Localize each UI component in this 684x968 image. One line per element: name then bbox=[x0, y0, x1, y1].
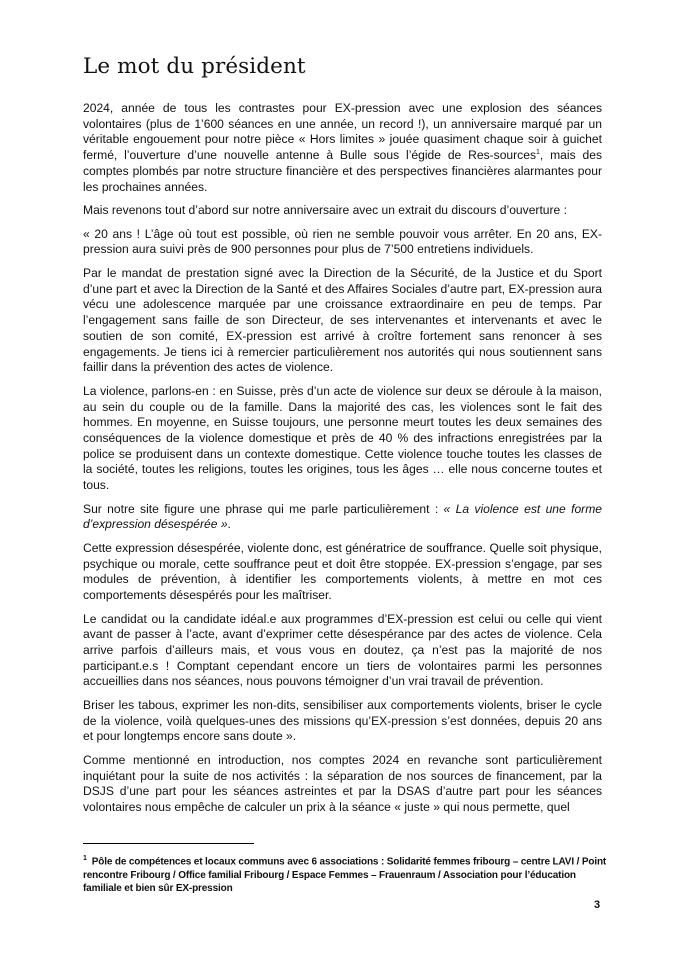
footnote-separator bbox=[83, 843, 254, 844]
footnote-reference[interactable]: 1 bbox=[536, 149, 540, 157]
body-text bbox=[83, 101, 602, 824]
site-quote: « La violence est une forme d’expression désespérée » bbox=[83, 501, 602, 532]
paragraph-8: Le candidat ou la candidate idéal.e aux programmes d’EX-pression est celui ou celle qui vient avant de passer à l’acte, avant d’exprimer cette désespérance par des actes de violence. Cela arrive parfois d’ailleurs mais, et vous vous en doutez, ça n’est pas la majorité de nos participant.e.s ! Comptant cependant encore un tiers de volontaires parmi les personnes accueillies dans nos séances, nous pouvons témoigner d’un vrai travail de prévention. bbox=[83, 611, 602, 689]
footnote-marker: 1 bbox=[83, 855, 87, 862]
paragraph-9: Briser les tabous, exprimer les non-dits, sensibiliser aux comportements violents, briser le cycle de la violence, voilà quelques-unes des missions qu’EX-pression s’est données, depuis 20 ans et pour longtemps encore sans doute ». bbox=[83, 698, 602, 744]
paragraph-6-end: . bbox=[227, 517, 231, 532]
footnote bbox=[83, 852, 608, 896]
paragraph-1-text-end: , mais des comptes plombés par notre structure financière et des perspectives financières alarmantes pour les prochaines années. bbox=[83, 148, 602, 194]
paragraph-10: Comme mentionné en introduction, nos comptes 2024 en revanche sont particulièrement inquiétant pour la suite de nos activités : la séparation de nos sources de financement, par la DSJS d’une part pour les séances astreintes et par la DSAS d’autre part pour les séances volontaires nous empêche de calculer un prix à la séance « juste » qui nous permette, quel bbox=[83, 753, 602, 815]
footnote-text: Pôle de compétences et locaux communs avec 6 associations : Solidarité femmes fribourg – centre LAVI / Point rencontre Fribourg / Office familial Fribourg / Espace Femmes – Frauenraum / Association pour l’éducation familiale et bien sûr EX-pression bbox=[83, 856, 607, 895]
paragraph-7: Cette expression désespérée, violente donc, est génératrice de souffrance. Quelle soit physique, psychique ou morale, cette souffrance peut et doit être stoppée. EX-pression s’engage, par ses modules de prévention, à identifier les comportements violents, à mettre en mot ces comportements désespérés pour les maîtriser. bbox=[83, 540, 602, 603]
page-number: 3 bbox=[594, 899, 601, 911]
paragraph-5: La violence, parlons-en : en Suisse, près d’un acte de violence sur deux se déroule à la maison, au sein du couple ou de la famille. Dans la majorité des cas, les violences sont le fait des hommes. En moyenne, en Suisse toujours, une personne meurt toutes les deux semaines des conséquences de la violence domestique et près de 40 % des infractions enregistrées par la police se produisent dans un contexte domestique. Cette violence touche toutes les classes de la société, toutes les religions, toutes les origines, tous les âges … elle nous concerne toutes et tous. bbox=[83, 383, 602, 493]
paragraph-1-text: 2024, année de tous les contrastes pour EX-pression avec une explosion des séances volontaires (plus de 1’600 séances en une année, un record !), un anniversaire marqué par un véritable engouement pour notre pièce « Hors limites » jouée quasiment chaque soir à guichet fermé, l’ouverture d’une nouvelle antenne à Bulle sous l’égide de Res-sources bbox=[83, 101, 602, 163]
paragraph-6-text: Sur notre site figure une phrase qui me parle particulièrement : bbox=[83, 501, 444, 516]
paragraph-3: « 20 ans ! L’âge où tout est possible, où rien ne semble pouvoir vous arrêter. En 20 ans, EX-pression aura suivi près de 900 personnes pour plus de 7’500 entretiens individuels. bbox=[83, 226, 602, 257]
paragraph-6 bbox=[83, 502, 602, 533]
paragraph-1 bbox=[83, 101, 602, 195]
paragraph-4: Par le mandat de prestation signé avec la Direction de la Sécurité, de la Justice et du Sport d’une part et avec la Direction de la Santé et des Affaires Sociales d’autre part, EX-pression aura vécu une adolescence marquée par une croissance extraordinaire en peu de temps. Par l’engagement sans faille de son Directeur, de ses intervenantes et intervenants et avec le soutien de son comité, EX-pression est arrivé à croître fortement sans renoncer à ses engagements. Je tiens ici à remercier particulièrement nos autorités qui nous soutiennent sans faillir dans la prévention des actes de violence. bbox=[83, 266, 602, 375]
page-title: Le mot du président bbox=[83, 54, 306, 79]
paragraph-2: Mais revenons tout d’abord sur notre anniversaire avec un extrait du discours d’ouverture : bbox=[83, 203, 568, 218]
